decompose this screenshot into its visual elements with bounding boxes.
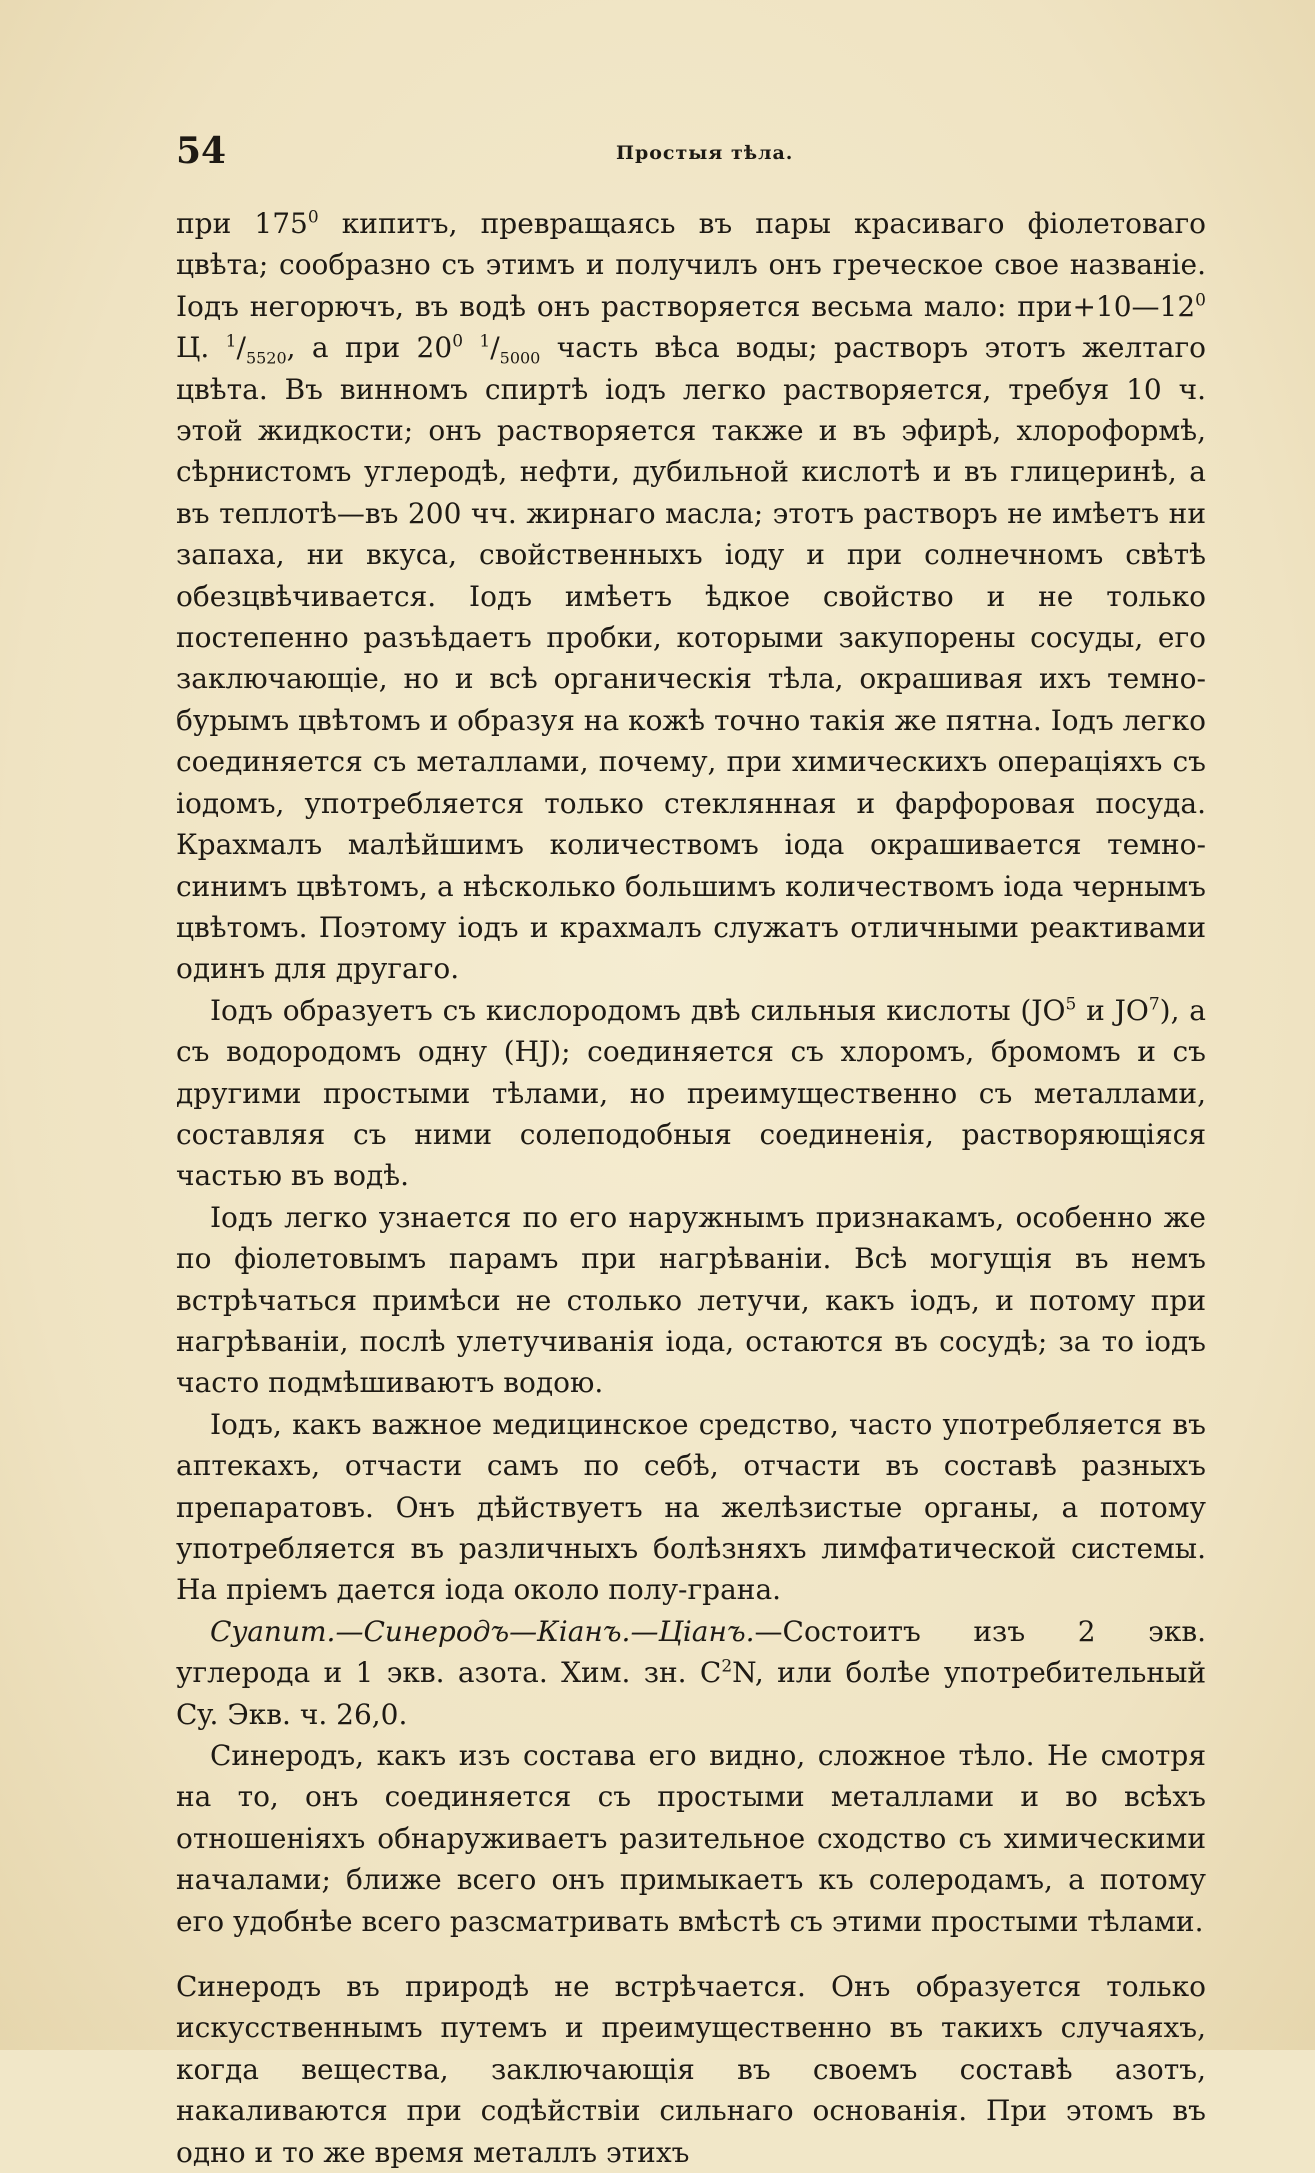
subscript: 5520	[245, 348, 287, 368]
text-run: Синеродъ, какъ изъ состава его видно, сложное тѣло. Не смотря на то, онъ соединяется съ простыми металлами и во всѣхъ отношеніяхъ обнаруживаетъ разительное сходство съ химическими началами; ближе всего онъ примыкаетъ къ солеродамъ, а потому его удобнѣе всего разсматривать вмѣстѣ съ этими простыми тѣлами.	[176, 1739, 1206, 1938]
text-run: N, или болѣе употребительный Cy. Экв. ч. 26,0.	[176, 1656, 1207, 1731]
text-run: , а при 20	[286, 331, 453, 365]
paragraph	[176, 203, 1206, 990]
text-run: и JO	[1076, 993, 1149, 1027]
subscript: 5000	[499, 348, 541, 368]
superscript: 1	[479, 331, 491, 352]
text-run: /	[236, 331, 246, 365]
running-head: Простыя тѣла.	[616, 142, 794, 164]
text-run: /	[490, 331, 500, 365]
italic-term: Cyanum.—Синеродъ—Кіанъ.—Ціанъ.	[210, 1614, 755, 1648]
superscript: 0	[452, 331, 464, 352]
superscript: 7	[1148, 994, 1160, 1015]
superscript: 5	[1065, 994, 1077, 1015]
paragraph	[176, 1966, 1206, 2173]
paragraph	[176, 1611, 1206, 1735]
text-run: Іодъ, какъ важное медицинское средство, часто употребляется въ аптекахъ, отчасти самъ по себѣ, отчасти въ составѣ разныхъ препаратовъ. Онъ дѣйствуетъ на желѣзистые органы, а потому употребляется въ различныхъ болѣзняхъ лимфатической системы. На пріемъ дается іода около полу-грана.	[176, 1407, 1206, 1607]
paragraph	[176, 1404, 1206, 1611]
paragraph	[176, 1197, 1206, 1404]
superscript: 0	[307, 207, 319, 228]
page-number: 54	[176, 130, 227, 172]
text-run: кипитъ, превращаясь въ пары красиваго фіолетоваго цвѣта; сообразно съ этимъ и получилъ онъ греческое свое названіе. Іодъ негорючъ, въ водѣ онъ растворяется весьма мало: при+10—12	[176, 207, 1207, 323]
text-run: Синеродъ въ природѣ не встрѣчается. Онъ образуется только искусственнымъ путемъ и преимущественно въ такихъ случаяхъ, когда вещества, заключающія въ своемъ составѣ азотъ, накаливаются при содѣйствіи сильнаго основанія. При этомъ въ одно и то же время металлъ этихъ	[176, 1970, 1206, 2169]
text-run: Іодъ легко узнается по его наружнымъ признакамъ, особенно же по фіолетовымъ парамъ при нагрѣваніи. Всѣ могущія въ немъ встрѣчаться примѣси не столько летучи, какъ іодъ, и потому при нагрѣваніи, послѣ улетучиванія іода, остаются въ сосудѣ; за то іодъ часто подмѣшиваютъ водою.	[176, 1200, 1206, 1400]
text-run: Ц.	[176, 331, 226, 365]
text-run: при 175	[176, 207, 308, 240]
paragraph	[176, 990, 1206, 1197]
text-run: —Состоитъ изъ 2 экв. углерода и 1 экв. азота. Хим. зн. C	[176, 1614, 1206, 1690]
text-run: часть вѣса воды; растворъ этотъ желтаго цвѣта. Въ винномъ спиртѣ іодъ легко растворяется, требуя 10 ч. этой жидкости; онъ растворяется также и въ эфирѣ, хлороформѣ, сѣрнистомъ углеродѣ, нефти, дубильной кислотѣ и въ глицеринѣ, а въ теплотѣ—въ 200 чч. жирнаго масла; этотъ растворъ не имѣетъ ни запаха, ни вкуса, свойственныхъ іоду и при солнечномъ свѣтѣ обезцвѣчивается. Іодъ имѣетъ ѣдкое свойство и не только постепенно разъѣдаетъ пробки, которыми закупорены сосуды, его заключающіе, но и всѣ органическія тѣла, окрашивая ихъ темно-бурымъ цвѣтомъ и образуя на кожѣ точно такія же пятна. Іодъ легко соединяется съ металлами, почему, при химическихъ операціяхъ съ іодомъ, употребляется только стеклянная и фарфоровая посуда. Крахмалъ малѣйшимъ количествомъ іода окрашивается темно-синимъ цвѣтомъ, а нѣсколько большимъ количествомъ іода чернымъ цвѣтомъ. Поэтому іодъ и крахмалъ служатъ отличными реактивами одинъ для другаго.	[176, 331, 1207, 986]
page-header	[176, 130, 1206, 180]
paragraph	[176, 1735, 1206, 1942]
body-text	[176, 203, 1206, 2173]
text-run	[463, 331, 479, 364]
superscript: 2	[721, 1656, 733, 1677]
text-run: Іодъ образуетъ съ кислородомъ двѣ сильныя кислоты (JO	[210, 993, 1066, 1027]
superscript: 1	[225, 331, 237, 352]
superscript: 0	[1195, 290, 1206, 311]
text-run: ), а съ водородомъ одну (HJ); соединяется съ хлоромъ, бромомъ и съ другими простыми тѣлами, но преимущественно съ металлами, составляя съ ними солеподобныя соединенія, растворяющіяся частью въ водѣ.	[176, 993, 1206, 1193]
